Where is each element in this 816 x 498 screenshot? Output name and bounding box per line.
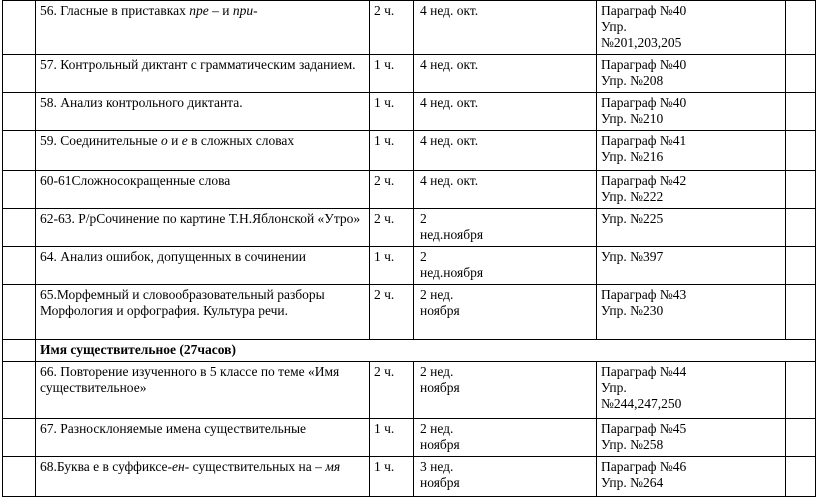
topic-text: ен- bbox=[172, 459, 190, 474]
homework-line: Параграф №40 bbox=[601, 57, 687, 72]
homework-line: Упр. №208 bbox=[601, 73, 664, 88]
note-cell bbox=[786, 93, 816, 131]
hours-cell: 1 ч. bbox=[370, 247, 414, 285]
table-row bbox=[3, 1, 816, 55]
hours-cell: 2 ч. bbox=[370, 285, 414, 340]
homework-cell bbox=[597, 93, 786, 131]
topic-text: 59. Соединительные bbox=[40, 133, 161, 148]
note-cell bbox=[786, 171, 816, 209]
date-cell bbox=[414, 362, 597, 419]
homework-cell bbox=[597, 1, 786, 55]
homework-line: Параграф №40 bbox=[601, 3, 687, 18]
table-row bbox=[3, 419, 816, 457]
date-cell bbox=[414, 93, 597, 131]
homework-line: Упр. №222 bbox=[601, 189, 664, 204]
table-row bbox=[3, 457, 816, 497]
topic-text: 64. Анализ ошибок, допущенных в сочинении bbox=[40, 249, 306, 264]
date-line: 2 bbox=[420, 211, 427, 226]
lesson-rows-noun bbox=[3, 362, 816, 497]
date-cell bbox=[414, 1, 597, 55]
date-cell bbox=[414, 55, 597, 93]
table-row bbox=[3, 209, 816, 247]
section-title: Имя существительное (27часов) bbox=[36, 340, 816, 362]
hours-cell: 2 ч. bbox=[370, 1, 414, 55]
number-cell bbox=[3, 247, 36, 285]
note-cell bbox=[786, 419, 816, 457]
topic-text: 58. Анализ контрольного диктанта. bbox=[40, 95, 243, 110]
number-cell bbox=[3, 340, 36, 362]
topic-text: 60-61Сложносокращенные слова bbox=[40, 173, 231, 188]
number-cell bbox=[3, 171, 36, 209]
section-header-row bbox=[3, 340, 816, 362]
topic-cell bbox=[36, 131, 370, 171]
number-cell bbox=[3, 55, 36, 93]
number-cell bbox=[3, 419, 36, 457]
date-line: 4 нед. окт. bbox=[420, 173, 479, 188]
topic-cell bbox=[36, 247, 370, 285]
note-cell bbox=[786, 285, 816, 340]
topic-cell bbox=[36, 1, 370, 55]
table-row bbox=[3, 55, 816, 93]
date-cell bbox=[414, 457, 597, 497]
topic-text: пре bbox=[189, 3, 209, 18]
homework-line: Упр. №225 bbox=[601, 211, 664, 226]
hours-cell: 1 ч. bbox=[370, 131, 414, 171]
number-cell bbox=[3, 93, 36, 131]
hours-cell: 1 ч. bbox=[370, 93, 414, 131]
topic-text: Морфология и орфография. Культура речи. bbox=[40, 303, 289, 318]
topic-text: о bbox=[160, 133, 168, 148]
homework-line: Упр. №264 bbox=[601, 475, 664, 490]
topic-text: – и bbox=[208, 3, 233, 18]
hours-cell: 1 ч. bbox=[370, 457, 414, 497]
date-cell bbox=[414, 209, 597, 247]
homework-cell bbox=[597, 419, 786, 457]
date-line: 2 нед. bbox=[420, 364, 454, 379]
date-line: 2 нед. bbox=[420, 287, 454, 302]
homework-cell bbox=[597, 285, 786, 340]
homework-line: Параграф №45 bbox=[601, 421, 687, 436]
date-line: нед.ноября bbox=[420, 227, 484, 242]
homework-cell bbox=[597, 247, 786, 285]
date-line: 2 bbox=[420, 249, 427, 264]
homework-line: Упр. №258 bbox=[601, 437, 664, 452]
homework-cell bbox=[597, 457, 786, 497]
homework-line: Параграф №46 bbox=[601, 459, 687, 474]
homework-line: Упр. №397 bbox=[601, 249, 664, 264]
homework-line: Упр. №216 bbox=[601, 149, 664, 164]
date-line: 3 нед. bbox=[420, 459, 454, 474]
homework-line: Параграф №43 bbox=[601, 287, 687, 302]
topic-cell bbox=[36, 419, 370, 457]
number-cell bbox=[3, 362, 36, 419]
note-cell bbox=[786, 1, 816, 55]
table-row bbox=[3, 93, 816, 131]
date-line: 2 нед. bbox=[420, 421, 454, 436]
table-row bbox=[3, 131, 816, 171]
date-cell bbox=[414, 285, 597, 340]
date-line: ноября bbox=[420, 437, 460, 452]
date-cell bbox=[414, 171, 597, 209]
number-cell bbox=[3, 1, 36, 55]
note-cell bbox=[786, 131, 816, 171]
note-cell bbox=[786, 247, 816, 285]
lesson-plan-table bbox=[2, 0, 816, 497]
note-cell bbox=[786, 209, 816, 247]
homework-cell bbox=[597, 209, 786, 247]
homework-line: Упр. №230 bbox=[601, 303, 664, 318]
table-row bbox=[3, 171, 816, 209]
date-line: 4 нед. окт. bbox=[420, 57, 479, 72]
homework-line: Упр. bbox=[601, 19, 627, 34]
topic-cell bbox=[36, 171, 370, 209]
date-line: ноября bbox=[420, 303, 460, 318]
date-line: нед.ноября bbox=[420, 265, 484, 280]
homework-line: Параграф №42 bbox=[601, 173, 687, 188]
topic-text: существительных на – bbox=[189, 459, 326, 474]
date-line: 4 нед. окт. bbox=[420, 133, 479, 148]
homework-line: Параграф №44 bbox=[601, 364, 687, 379]
date-cell bbox=[414, 419, 597, 457]
topic-text: 56. Гласные в приставках bbox=[40, 3, 190, 18]
topic-cell bbox=[36, 55, 370, 93]
date-cell bbox=[414, 131, 597, 171]
hours-cell: 1 ч. bbox=[370, 55, 414, 93]
topic-text: 66. Повторение изученного в 5 классе по теме «Имя существительное» bbox=[40, 364, 340, 395]
number-cell bbox=[3, 457, 36, 497]
topic-text: 57. Контрольный диктант с грамматическим заданием. bbox=[40, 57, 356, 72]
hours-cell: 2 ч. bbox=[370, 209, 414, 247]
note-cell bbox=[786, 362, 816, 419]
topic-text: 62-63. Р/рСочинение по картине Т.Н.Яблонской «Утро» bbox=[40, 211, 361, 226]
topic-cell bbox=[36, 209, 370, 247]
homework-line: Упр. bbox=[601, 380, 627, 395]
homework-cell bbox=[597, 131, 786, 171]
date-line: 4 нед. окт. bbox=[420, 95, 479, 110]
topic-cell bbox=[36, 93, 370, 131]
number-cell bbox=[3, 131, 36, 171]
homework-line: Параграф №40 bbox=[601, 95, 687, 110]
topic-text: при- bbox=[232, 3, 258, 18]
lesson-rows bbox=[3, 1, 816, 340]
table-row bbox=[3, 285, 816, 340]
topic-text: 67. Разносклоняемые имена существительные bbox=[40, 421, 307, 436]
date-line: 4 нед. окт. bbox=[420, 3, 479, 18]
topic-text: 68.Буква е в суффиксе- bbox=[40, 459, 173, 474]
topic-text: е bbox=[181, 133, 188, 148]
topic-text: 65.Морфемный и словообразовательный разборы bbox=[40, 287, 325, 302]
note-cell bbox=[786, 55, 816, 93]
hours-cell: 2 ч. bbox=[370, 362, 414, 419]
homework-line: Упр. №210 bbox=[601, 111, 664, 126]
topic-cell bbox=[36, 457, 370, 497]
homework-line: Параграф №41 bbox=[601, 133, 687, 148]
table-row bbox=[3, 362, 816, 419]
number-cell bbox=[3, 285, 36, 340]
topic-text: и bbox=[167, 133, 182, 148]
topic-text: в сложных словах bbox=[187, 133, 295, 148]
number-cell bbox=[3, 209, 36, 247]
date-cell bbox=[414, 247, 597, 285]
topic-text: мя bbox=[325, 459, 341, 474]
topic-cell bbox=[36, 285, 370, 340]
homework-cell bbox=[597, 362, 786, 419]
homework-cell bbox=[597, 55, 786, 93]
section-rows bbox=[3, 340, 816, 362]
topic-cell bbox=[36, 362, 370, 419]
hours-cell: 2 ч. bbox=[370, 171, 414, 209]
table-row bbox=[3, 247, 816, 285]
homework-cell bbox=[597, 171, 786, 209]
homework-line: №201,203,205 bbox=[601, 35, 682, 50]
hours-cell: 1 ч. bbox=[370, 419, 414, 457]
date-line: ноября bbox=[420, 475, 460, 490]
date-line: ноября bbox=[420, 380, 460, 395]
note-cell bbox=[786, 457, 816, 497]
homework-line: №244,247,250 bbox=[601, 396, 682, 411]
